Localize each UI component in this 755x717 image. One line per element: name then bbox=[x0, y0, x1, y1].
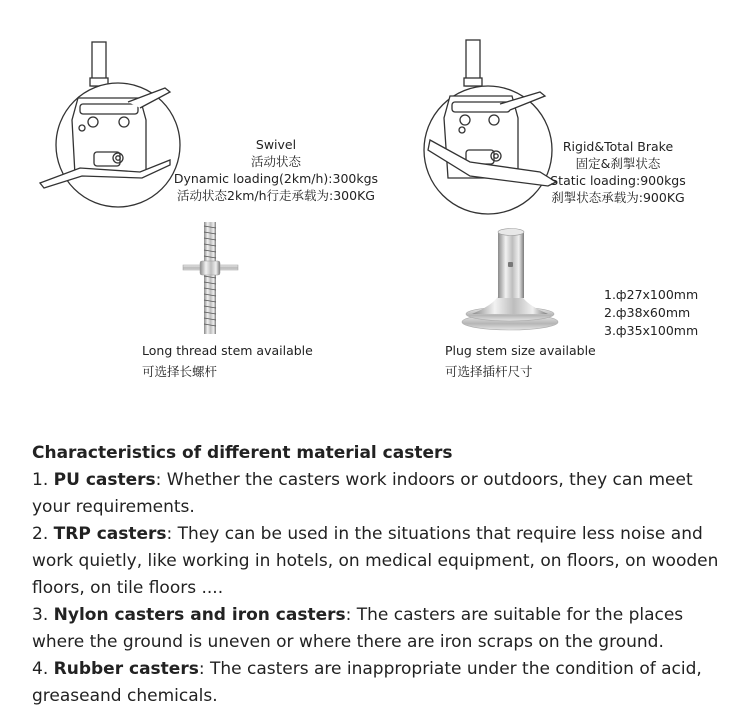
thread-stem-caption-en: Long thread stem available bbox=[142, 343, 313, 358]
list-item-trp bbox=[32, 521, 732, 602]
section-heading: Characteristics of different material casters bbox=[32, 443, 453, 463]
list-item-pu bbox=[32, 467, 732, 521]
plug-stem-icon bbox=[462, 229, 558, 331]
plug-size-3: 3.ф35x100mm bbox=[604, 323, 699, 338]
thread-stem-icon bbox=[183, 222, 238, 334]
swivel-loading-cn: 活动状态2km/h行走承载为:300KG bbox=[177, 188, 375, 203]
item-number: 2. bbox=[32, 524, 49, 544]
item-term: TRP casters bbox=[53, 524, 167, 544]
thread-stem-caption-cn: 可选择长螺杆 bbox=[142, 364, 218, 379]
item-text: : The casters are inappropriate under the condition of acid, greaseand chemicals. bbox=[32, 659, 702, 706]
item-term: Rubber casters bbox=[53, 659, 199, 679]
item-text: : Whether the casters work indoors or outdoors, they can meet your requirements. bbox=[32, 470, 693, 517]
plug-stem-sizes bbox=[604, 286, 698, 340]
rigid-brake-caster-icon bbox=[424, 40, 556, 214]
plug-stem-caption bbox=[445, 342, 596, 380]
item-number: 4. bbox=[32, 659, 49, 679]
plug-stem-caption-cn: 可选择插杆尺寸 bbox=[445, 364, 533, 379]
plug-size-1: 1.ф27x100mm bbox=[604, 287, 699, 302]
swivel-title-cn: 活动状态 bbox=[250, 154, 301, 169]
rigid-title: Rigid&Total Brake bbox=[562, 139, 674, 154]
item-text: : They can be used in the situations that require less noise and work quietly, like working in hotels, on medical equipment, on floors, on wooden floors, on tile floors .... bbox=[32, 524, 719, 598]
list-item-nylon-iron bbox=[32, 602, 732, 656]
item-term: Nylon casters and iron casters bbox=[53, 605, 346, 625]
thread-stem-caption bbox=[142, 342, 313, 380]
plug-size-2: 2.ф38x60mm bbox=[604, 305, 691, 320]
item-text: : The casters are suitable for the places where the ground is uneven or where there are iron scraps on the ground. bbox=[32, 605, 684, 652]
swivel-caster-icon bbox=[40, 42, 180, 207]
plug-stem-caption-en: Plug stem size available bbox=[445, 343, 596, 358]
item-number: 1. bbox=[32, 470, 49, 490]
material-characteristics bbox=[32, 440, 732, 710]
rigid-loading-cn: 刹掣状态承载为:900KG bbox=[551, 190, 685, 205]
swivel-spec bbox=[168, 136, 384, 204]
rigid-title-cn: 固定&刹掣状态 bbox=[575, 156, 661, 171]
rigid-loading: Static loading:900kgs bbox=[550, 173, 686, 188]
item-term: PU casters bbox=[53, 470, 156, 490]
item-number: 3. bbox=[32, 605, 49, 625]
rigid-spec bbox=[543, 138, 693, 206]
list-item-rubber bbox=[32, 656, 732, 710]
swivel-title: Swivel bbox=[255, 137, 297, 152]
swivel-loading: Dynamic loading(2km/h):300kgs bbox=[173, 171, 379, 186]
